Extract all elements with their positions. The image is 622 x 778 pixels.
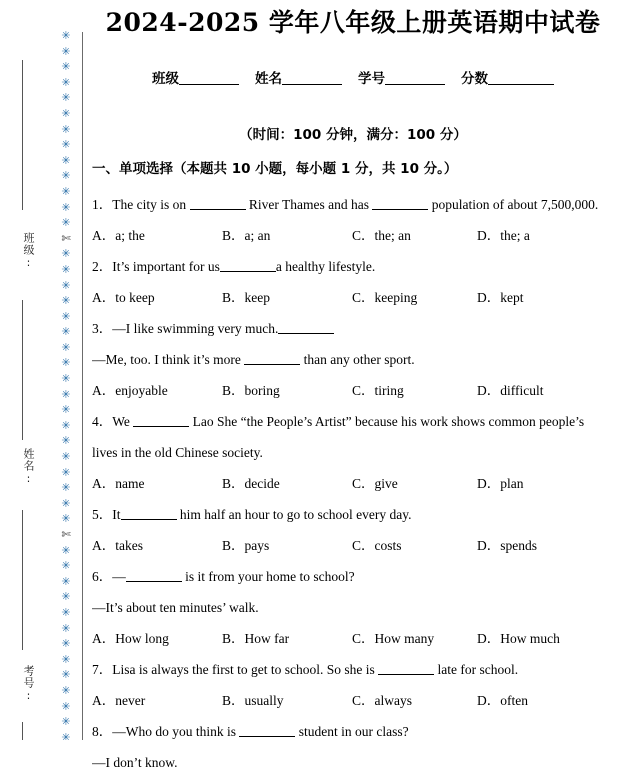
question-text: him half an hour to go to school every day. <box>176 507 412 522</box>
option-label: the; a <box>500 228 530 243</box>
question-number: 4． <box>92 414 113 429</box>
option-label: a; an <box>244 228 271 243</box>
option-row <box>92 623 622 654</box>
option-key: B． <box>222 476 245 491</box>
option-row <box>92 530 622 561</box>
option-c[interactable] <box>352 375 477 406</box>
answer-blank[interactable] <box>372 197 428 210</box>
cut-pattern-glyph: ✳ <box>61 91 71 105</box>
option-label: How long <box>115 631 169 646</box>
question-text: population of about 7,500,000. <box>428 197 599 212</box>
cut-pattern-glyph: ✳ <box>61 356 71 370</box>
question-block <box>92 251 622 313</box>
option-key: A． <box>92 383 116 398</box>
option-key: A． <box>92 476 116 491</box>
option-key: D． <box>477 538 501 553</box>
option-key: B． <box>222 383 245 398</box>
cut-pattern-glyph: ✳ <box>61 387 71 401</box>
question-block <box>92 313 622 406</box>
answer-blank[interactable] <box>126 569 182 582</box>
cut-pattern-glyph: ✳ <box>61 683 71 697</box>
option-key: C． <box>352 383 375 398</box>
option-label: kept <box>500 290 524 305</box>
seal-line-exam-number <box>22 510 23 650</box>
section-heading: 一、单项选择（本题共 10 小题，每小题 1 分，共 10 分。） <box>92 161 458 177</box>
question-list <box>84 179 622 778</box>
option-c[interactable] <box>352 282 477 313</box>
cut-pattern-glyph: ✳ <box>61 559 71 573</box>
info-blank-2[interactable] <box>385 70 445 85</box>
option-b[interactable] <box>222 375 352 406</box>
cut-pattern-glyph: ✳ <box>61 434 71 448</box>
question-text: —I like swimming very much. <box>112 321 279 336</box>
option-key: D． <box>477 228 501 243</box>
option-key: C． <box>352 290 375 305</box>
question-text: is it from your home to school? <box>181 569 355 584</box>
cut-pattern-glyph: ✳ <box>61 309 71 323</box>
question-block <box>92 654 622 716</box>
cut-pattern-glyph: ✳ <box>61 715 71 729</box>
question-text: lives in the old Chinese society. <box>92 445 263 460</box>
answer-blank[interactable] <box>121 507 177 520</box>
seal-line-name <box>22 300 23 440</box>
cut-pattern-glyph: ✳ <box>61 668 71 682</box>
info-label-1: 姓名 <box>255 71 282 87</box>
option-label: How much <box>500 631 560 646</box>
cut-pattern-glyph: ✳ <box>61 262 71 276</box>
option-a[interactable] <box>92 468 222 499</box>
cut-pattern-glyph: ✳ <box>61 184 71 198</box>
question-text: —Me, too. I think it’s more <box>92 352 245 367</box>
option-d[interactable] <box>477 220 597 251</box>
question-stem <box>92 189 622 220</box>
option-key: C． <box>352 476 375 491</box>
option-c[interactable] <box>352 623 477 654</box>
option-d[interactable] <box>477 375 597 406</box>
option-b[interactable] <box>222 685 352 716</box>
option-label: tiring <box>374 383 404 398</box>
question-text: student in our class? <box>295 724 409 739</box>
question-stem <box>92 716 622 747</box>
cut-pattern-glyph: ✳ <box>61 574 71 588</box>
cut-pattern-glyph: ✳ <box>61 138 71 152</box>
cut-pattern-glyph: ✳ <box>61 699 71 713</box>
option-a[interactable] <box>92 685 222 716</box>
question-continuation <box>92 344 622 375</box>
question-number: 6． <box>92 569 113 584</box>
cut-pattern-glyph: ✳ <box>61 278 71 292</box>
option-key: D． <box>477 631 501 646</box>
option-label: usually <box>244 693 284 708</box>
option-d[interactable] <box>477 282 597 313</box>
seal-label-class: 班级: <box>22 232 35 270</box>
option-label: How far <box>244 631 290 646</box>
cut-pattern-glyph: ✳ <box>61 403 71 417</box>
cut-line-strip <box>57 28 75 740</box>
option-key: C． <box>352 228 375 243</box>
seal-line-class <box>22 60 23 210</box>
question-text: Lisa is always the first to get to school. So she is <box>112 662 379 677</box>
option-c[interactable] <box>352 685 477 716</box>
option-c[interactable] <box>352 530 477 561</box>
question-stem <box>92 313 622 344</box>
question-text: —I don’t know. <box>92 755 178 770</box>
cut-pattern-glyph: ✳ <box>61 325 71 339</box>
answer-blank[interactable] <box>220 259 276 272</box>
question-text: Lao She “the People’s Artist” because his work shows common people’s <box>189 414 585 429</box>
cut-pattern-glyph: ✳ <box>61 122 71 136</box>
option-a[interactable] <box>92 530 222 561</box>
exam-meta: （时间：100 分钟，满分：100 分） <box>239 127 467 143</box>
option-key: A． <box>92 693 116 708</box>
scissors-icon: ✄ <box>61 528 71 541</box>
option-key: D． <box>477 693 501 708</box>
question-text: The city is on <box>112 197 190 212</box>
cut-pattern-glyph: ✳ <box>61 200 71 214</box>
option-key: A． <box>92 290 116 305</box>
option-key: A． <box>92 228 116 243</box>
seal-line-bottom <box>22 722 23 740</box>
option-a[interactable] <box>92 220 222 251</box>
option-a[interactable] <box>92 282 222 313</box>
option-b[interactable] <box>222 623 352 654</box>
option-d[interactable] <box>477 468 597 499</box>
option-key: B． <box>222 290 245 305</box>
question-continuation <box>92 437 622 468</box>
question-block <box>92 406 622 499</box>
question-text: It <box>112 507 121 522</box>
cut-pattern-glyph: ✳ <box>61 247 71 261</box>
question-stem <box>92 406 622 437</box>
option-key: D． <box>477 290 501 305</box>
option-key: B． <box>222 228 245 243</box>
option-label: pays <box>244 538 270 553</box>
question-number: 2． <box>92 259 113 274</box>
cut-pattern-glyph: ✳ <box>61 465 71 479</box>
option-b[interactable] <box>222 282 352 313</box>
option-d[interactable] <box>477 530 597 561</box>
cut-pattern-glyph: ✳ <box>61 543 71 557</box>
seal-label-exam-number: 考号: <box>22 665 35 703</box>
cut-pattern-glyph: ✳ <box>61 418 71 432</box>
cut-pattern-glyph: ✳ <box>61 294 71 308</box>
option-label: enjoyable <box>115 383 168 398</box>
option-label: How many <box>374 631 435 646</box>
question-block <box>92 561 622 654</box>
option-row <box>92 220 622 251</box>
option-row <box>92 468 622 499</box>
question-block <box>92 499 622 561</box>
cut-pattern-glyph: ✳ <box>61 75 71 89</box>
option-b[interactable] <box>222 220 352 251</box>
question-text: River Thames and has <box>245 197 373 212</box>
question-number: 5． <box>92 507 113 522</box>
question-stem <box>92 561 622 592</box>
cut-pattern-glyph: ✳ <box>61 637 71 651</box>
option-a[interactable] <box>92 375 222 406</box>
option-row <box>92 685 622 716</box>
cut-pattern-glyph: ✳ <box>61 169 71 183</box>
cut-pattern-glyph: ✳ <box>61 340 71 354</box>
cut-pattern-glyph: ✳ <box>61 652 71 666</box>
option-c[interactable] <box>352 468 477 499</box>
option-label: never <box>115 693 146 708</box>
option-a[interactable] <box>92 623 222 654</box>
question-text: —Who do you think is <box>112 724 240 739</box>
option-label: a; the <box>115 228 145 243</box>
question-continuation <box>92 747 622 778</box>
cut-pattern-glyph: ✳ <box>61 512 71 526</box>
option-row <box>92 282 622 313</box>
cut-pattern-glyph: ✳ <box>61 605 71 619</box>
option-label: spends <box>500 538 537 553</box>
option-key: A． <box>92 538 116 553</box>
option-d[interactable] <box>477 685 597 716</box>
question-number: 8． <box>92 724 113 739</box>
cut-pattern-glyph: ✳ <box>61 590 71 604</box>
cut-pattern-glyph: ✳ <box>61 450 71 464</box>
answer-blank[interactable] <box>190 197 246 210</box>
question-stem <box>92 654 622 685</box>
option-label: decide <box>244 476 280 491</box>
option-key: D． <box>477 383 501 398</box>
student-info-line <box>84 40 622 89</box>
page-title: 2024-2025 学年八年级上册英语期中试卷 <box>105 8 601 37</box>
question-text: We <box>112 414 134 429</box>
question-number: 3． <box>92 321 113 336</box>
option-label: keep <box>244 290 270 305</box>
seal-vertical-rule <box>82 32 83 740</box>
question-number: 1． <box>92 197 113 212</box>
cut-pattern-glyph: ✳ <box>61 481 71 495</box>
option-label: costs <box>374 538 402 553</box>
cut-pattern-glyph: ✳ <box>61 216 71 230</box>
option-label: name <box>115 476 145 491</box>
option-key: C． <box>352 631 375 646</box>
option-label: to keep <box>115 290 155 305</box>
cut-pattern-glyph: ✳ <box>61 730 71 740</box>
answer-blank[interactable] <box>244 352 300 365</box>
cut-pattern-glyph: ✳ <box>61 153 71 167</box>
question-text: It’s important for us <box>112 259 220 274</box>
info-blank-0[interactable] <box>179 70 239 85</box>
info-label-0: 班级 <box>152 71 179 87</box>
answer-blank[interactable] <box>239 724 295 737</box>
info-blank-3[interactable] <box>488 70 554 85</box>
option-c[interactable] <box>352 220 477 251</box>
option-key: B． <box>222 631 245 646</box>
option-label: always <box>374 693 413 708</box>
option-label: takes <box>115 538 143 553</box>
answer-blank[interactable] <box>378 662 434 675</box>
question-stem <box>92 251 622 282</box>
option-key: A． <box>92 631 116 646</box>
question-number: 7． <box>92 662 113 677</box>
cut-pattern-glyph: ✳ <box>61 29 71 42</box>
option-label: the; an <box>374 228 411 243</box>
cut-pattern-glyph: ✳ <box>61 496 71 510</box>
question-text: a healthy lifestyle. <box>275 259 376 274</box>
option-d[interactable] <box>477 623 597 654</box>
question-text: than any other sport. <box>300 352 415 367</box>
option-key: D． <box>477 476 501 491</box>
cut-pattern-glyph: ✳ <box>61 372 71 386</box>
page-body <box>84 0 622 770</box>
scissors-icon: ✄ <box>61 231 71 245</box>
cut-pattern-glyph: ✳ <box>61 106 71 120</box>
question-continuation <box>92 592 622 623</box>
option-label: boring <box>244 383 280 398</box>
question-block <box>92 189 622 251</box>
answer-blank[interactable] <box>133 414 189 427</box>
info-label-2: 学号 <box>358 71 385 87</box>
option-key: B． <box>222 538 245 553</box>
option-label: give <box>374 476 398 491</box>
seal-margin <box>0 0 84 740</box>
info-blank-1[interactable] <box>282 70 342 85</box>
option-key: C． <box>352 693 375 708</box>
option-label: plan <box>500 476 524 491</box>
option-label: keeping <box>374 290 418 305</box>
option-row <box>92 375 622 406</box>
option-b[interactable] <box>222 530 352 561</box>
question-stem <box>92 499 622 530</box>
option-key: B． <box>222 693 245 708</box>
question-text: —It’s about ten minutes’ walk. <box>92 600 259 615</box>
question-block <box>92 716 622 778</box>
cut-pattern-glyph: ✳ <box>61 44 71 58</box>
option-key: C． <box>352 538 375 553</box>
option-label: difficult <box>500 383 544 398</box>
question-text: — <box>112 569 126 584</box>
option-b[interactable] <box>222 468 352 499</box>
cut-pattern-glyph: ✳ <box>61 621 71 635</box>
option-label: often <box>500 693 528 708</box>
seal-label-name: 姓名: <box>22 448 35 486</box>
info-label-3: 分数 <box>461 71 488 87</box>
question-text: late for school. <box>434 662 519 677</box>
cut-pattern-glyph: ✳ <box>61 60 71 74</box>
answer-blank[interactable] <box>278 321 334 334</box>
